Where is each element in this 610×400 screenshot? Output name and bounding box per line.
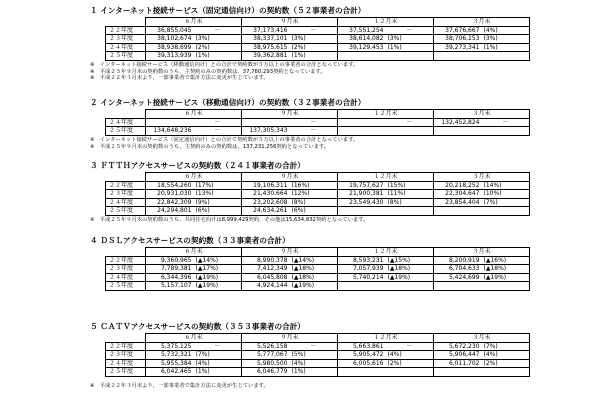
table-row xyxy=(106,256,530,265)
header-blank-cell xyxy=(106,334,146,343)
table-row xyxy=(106,273,530,282)
yoy-change: (13%) xyxy=(194,190,242,199)
period-header: １２月末 xyxy=(338,18,434,27)
subscription-count: 6,344,396 xyxy=(146,273,194,282)
table-row xyxy=(106,43,530,52)
yoy-change: (▲19%) xyxy=(194,282,242,291)
subscription-count: 5,663,861 xyxy=(338,342,386,351)
yoy-change: － xyxy=(194,127,242,136)
subscription-table xyxy=(105,109,530,136)
fiscal-year-label: ２５年度 xyxy=(106,207,146,216)
period-header: ３月末 xyxy=(434,173,530,182)
subscription-count: 20,931,030 xyxy=(146,190,194,199)
note-line: ※ 平成２５年９月末の契約数のうち，主契約のみの契約数は，137,231,256契約となっています。 xyxy=(90,143,329,150)
table-row xyxy=(106,351,530,360)
subscription-count: 19,106,311 xyxy=(242,181,290,190)
subscription-count: 8,593,231 xyxy=(338,256,386,265)
note-line: ※ 平成２２年３月末より，一部事業者で集計方法に変更が生じています。 xyxy=(90,383,269,389)
yoy-change xyxy=(386,207,434,216)
subscription-count: 38,614,082 xyxy=(338,35,386,44)
subscription-count xyxy=(242,118,290,127)
yoy-change: (2%) xyxy=(194,43,242,52)
subscription-count: 5,526,158 xyxy=(242,342,290,351)
yoy-change: (▲14%) xyxy=(194,256,242,265)
note-line: ※ 平成２２年３月末より，一部事業者で集計方法に変更が生じています。 xyxy=(90,75,269,81)
yoy-change: (▲18%) xyxy=(290,265,338,274)
subscription-count: 22,842,309 xyxy=(146,198,194,207)
subscription-count: 5,905,472 xyxy=(338,351,386,360)
section-title: ２ インターネット接続サービス（移動通信向け）の契約数（３２事業者の合計） xyxy=(90,98,366,107)
table-row xyxy=(106,359,530,368)
subscription-count: 38,337,101 xyxy=(242,35,290,44)
yoy-change: (1%) xyxy=(290,52,338,61)
subscription-count: 4,924,144 xyxy=(242,282,290,291)
yoy-change: (▲19%) xyxy=(386,273,434,282)
subscription-count: 5,424,699 xyxy=(434,273,482,282)
fiscal-year-label: ２５年度 xyxy=(106,282,146,291)
yoy-change xyxy=(386,127,434,136)
yoy-change: (3%) xyxy=(386,35,434,44)
period-header: ６月末 xyxy=(146,110,242,119)
subscription-count: 37,173,416 xyxy=(242,26,290,35)
subscription-count: 6,011,702 xyxy=(434,359,482,368)
subscription-table xyxy=(105,333,530,377)
subscription-count: 6,005,616 xyxy=(338,359,386,368)
yoy-change: (▲19%) xyxy=(194,273,242,282)
yoy-change: (3%) xyxy=(194,35,242,44)
yoy-change: (8%) xyxy=(290,198,338,207)
yoy-change: (▲18%) xyxy=(290,273,338,282)
yoy-change: (▲19%) xyxy=(290,282,338,291)
yoy-change: － xyxy=(290,342,338,351)
subscription-count: 24,634,261 xyxy=(242,207,290,216)
yoy-change: (▲14%) xyxy=(290,256,338,265)
subscription-count: 24,294,801 xyxy=(146,207,194,216)
subscription-count: 7,789,381 xyxy=(146,265,194,274)
subscription-count: 38,938,699 xyxy=(146,43,194,52)
header-blank-cell xyxy=(106,173,146,182)
yoy-change: (15%) xyxy=(386,181,434,190)
table-header-row xyxy=(106,173,530,182)
subscription-count xyxy=(434,207,482,216)
subscription-count: 37,551,254 xyxy=(338,26,386,35)
period-header: ３月末 xyxy=(434,248,530,257)
yoy-change: (7%) xyxy=(482,198,530,207)
period-header: ６月末 xyxy=(146,334,242,343)
fiscal-year-label: ２３年度 xyxy=(106,35,146,44)
yoy-change: － xyxy=(482,118,530,127)
subscription-count: 6,046,779 xyxy=(242,368,290,377)
subscription-count: 39,273,341 xyxy=(434,43,482,52)
section-notes xyxy=(90,383,269,390)
subscription-count xyxy=(338,368,386,377)
fiscal-year-label: ２２年度 xyxy=(106,181,146,190)
subscription-count: 38,102,674 xyxy=(146,35,194,44)
subscription-count: 8,990,378 xyxy=(242,256,290,265)
yoy-change: (16%) xyxy=(290,181,338,190)
yoy-change xyxy=(386,282,434,291)
yoy-change: (1%) xyxy=(194,368,242,377)
subscription-count: 137,305,343 xyxy=(242,127,290,136)
subscription-count: 6,704,633 xyxy=(434,265,482,274)
yoy-change: (2%) xyxy=(290,43,338,52)
subscription-count: 6,042,465 xyxy=(146,368,194,377)
yoy-change xyxy=(386,52,434,61)
yoy-change: (▲19%) xyxy=(482,273,530,282)
yoy-change xyxy=(482,368,530,377)
header-blank-cell xyxy=(106,18,146,27)
fiscal-year-label: ２４年度 xyxy=(106,198,146,207)
subscription-count: 22,304,647 xyxy=(434,190,482,199)
section-notes xyxy=(90,62,358,82)
subscription-count xyxy=(338,118,386,127)
yoy-change: (10%) xyxy=(482,190,530,199)
yoy-change: － xyxy=(194,118,242,127)
section-title: ４ ＤＳＬアクセスサービスの契約数（３３事業者の合計） xyxy=(90,236,290,245)
subscription-table xyxy=(105,172,530,216)
period-header: ６月末 xyxy=(146,18,242,27)
period-header: １２月末 xyxy=(338,334,434,343)
period-header: ９月末 xyxy=(242,173,338,182)
yoy-change: (7%) xyxy=(482,342,530,351)
subscription-count: 37,676,667 xyxy=(434,26,482,35)
yoy-change: － xyxy=(290,118,338,127)
yoy-change: － xyxy=(290,127,338,136)
subscription-count: 38,706,153 xyxy=(434,35,482,44)
yoy-change: (4%) xyxy=(482,26,530,35)
subscription-count: 18,554,260 xyxy=(146,181,194,190)
subscription-count: 5,157,107 xyxy=(146,282,194,291)
subscription-count xyxy=(338,207,386,216)
note-line: ※ 平成２５年９月末の契約数のうち，主契約のみの契約数は，37,760,293契約となっています。 xyxy=(90,68,326,75)
yoy-change: (11%) xyxy=(386,190,434,199)
subscription-count xyxy=(146,118,194,127)
subscription-count: 39,129,453 xyxy=(338,43,386,52)
note-line: ※ 平成２５年９月末の契約数のうち，共同住宅向けは8,999,429契約，その他は15,634,832契約となっています。 xyxy=(90,217,369,223)
period-header: ９月末 xyxy=(242,110,338,119)
subscription-count: 39,362,881 xyxy=(242,52,290,61)
fiscal-year-label: ２３年度 xyxy=(106,265,146,274)
subscription-count: 132,452,824 xyxy=(434,118,482,127)
subscription-count xyxy=(434,127,482,136)
subscription-count: 5,732,321 xyxy=(146,351,194,360)
yoy-change: － xyxy=(194,26,242,35)
header-blank-cell xyxy=(106,248,146,257)
subscription-count: 23,854,404 xyxy=(434,198,482,207)
yoy-change: － xyxy=(386,118,434,127)
period-header: ３月末 xyxy=(434,334,530,343)
subscription-count: 5,955,384 xyxy=(146,359,194,368)
yoy-change: (12%) xyxy=(290,190,338,199)
note-line: ※ インターネット接続サービス（移動通信向け）との合計で契約数が５万以上の事業者の合計となっています。 xyxy=(90,62,359,68)
subscription-count: 23,202,608 xyxy=(242,198,290,207)
yoy-change: (2%) xyxy=(386,359,434,368)
yoy-change xyxy=(482,127,530,136)
period-header: ９月末 xyxy=(242,248,338,257)
yoy-change: (5%) xyxy=(290,351,338,360)
fiscal-year-label: ２３年度 xyxy=(106,190,146,199)
subscription-count: 36,855,045 xyxy=(146,26,194,35)
subscription-count: 7,412,349 xyxy=(242,265,290,274)
table-row xyxy=(106,207,530,216)
period-header: １２月末 xyxy=(338,110,434,119)
table-row xyxy=(106,265,530,274)
period-header: １２月末 xyxy=(338,173,434,182)
subscription-count: 5,777,067 xyxy=(242,351,290,360)
table-row xyxy=(106,198,530,207)
section-title: １ インターネット接続サービス（固定通信向け）の契約数（５２事業者の合計） xyxy=(90,6,366,15)
table-row xyxy=(106,181,530,190)
yoy-change: － xyxy=(290,26,338,35)
table-header-row xyxy=(106,248,530,257)
table-header-row xyxy=(106,110,530,119)
table-row xyxy=(106,127,530,136)
subscription-count: 6,045,808 xyxy=(242,273,290,282)
subscription-count xyxy=(434,282,482,291)
fiscal-year-label: ２４年度 xyxy=(106,118,146,127)
subscription-count xyxy=(338,127,386,136)
yoy-change: (1%) xyxy=(290,368,338,377)
fiscal-year-label: ２４年度 xyxy=(106,359,146,368)
subscription-table xyxy=(105,247,530,291)
period-header: ６月末 xyxy=(146,248,242,257)
yoy-change: (4%) xyxy=(386,351,434,360)
subscription-count: 39,313,939 xyxy=(146,52,194,61)
yoy-change: (▲15%) xyxy=(386,256,434,265)
yoy-change: (1%) xyxy=(386,43,434,52)
yoy-change: (▲16%) xyxy=(482,256,530,265)
subscription-count xyxy=(338,52,386,61)
fiscal-year-label: ２４年度 xyxy=(106,43,146,52)
table-row xyxy=(106,368,530,377)
fiscal-year-label: ２５年度 xyxy=(106,368,146,377)
yoy-change: (▲18%) xyxy=(386,265,434,274)
fiscal-year-label: ２４年度 xyxy=(106,273,146,282)
fiscal-year-label: ２２年度 xyxy=(106,256,146,265)
table-row xyxy=(106,342,530,351)
subscription-count: 5,906,447 xyxy=(434,351,482,360)
subscription-count: 38,975,615 xyxy=(242,43,290,52)
header-blank-cell xyxy=(106,110,146,119)
period-header: ９月末 xyxy=(242,18,338,27)
subscription-table xyxy=(105,17,530,61)
yoy-change: (3%) xyxy=(482,35,530,44)
table-row xyxy=(106,35,530,44)
yoy-change: － xyxy=(386,26,434,35)
yoy-change: － xyxy=(386,342,434,351)
period-header: ３月末 xyxy=(434,110,530,119)
subscription-count: 7,057,939 xyxy=(338,265,386,274)
yoy-change: (14%) xyxy=(482,181,530,190)
yoy-change: (17%) xyxy=(194,181,242,190)
table-row xyxy=(106,118,530,127)
fiscal-year-label: ２３年度 xyxy=(106,351,146,360)
yoy-change: (▲18%) xyxy=(482,265,530,274)
subscription-count: 134,648,236 xyxy=(146,127,194,136)
period-header: ６月末 xyxy=(146,173,242,182)
table-row xyxy=(106,282,530,291)
yoy-change: － xyxy=(194,342,242,351)
fiscal-year-label: ２２年度 xyxy=(106,342,146,351)
subscription-count xyxy=(434,52,482,61)
period-header: ９月末 xyxy=(242,334,338,343)
subscription-count: 5,980,500 xyxy=(242,359,290,368)
section-notes xyxy=(90,217,368,224)
yoy-change: (9%) xyxy=(194,198,242,207)
yoy-change: (4%) xyxy=(194,359,242,368)
yoy-change: (4%) xyxy=(290,359,338,368)
yoy-change: (2%) xyxy=(482,359,530,368)
note-line: ※ インターネット接続サービス（固定通信向け）との合計で契約数が５万以上の事業者の合計となっています。 xyxy=(90,137,359,143)
period-header: ３月末 xyxy=(434,18,530,27)
yoy-change xyxy=(482,282,530,291)
subscription-count: 8,200,919 xyxy=(434,256,482,265)
subscription-count: 19,757,627 xyxy=(338,181,386,190)
yoy-change: (8%) xyxy=(386,198,434,207)
yoy-change: (▲17%) xyxy=(194,265,242,274)
yoy-change: (3%) xyxy=(290,35,338,44)
period-header: １２月末 xyxy=(338,248,434,257)
subscription-count xyxy=(434,368,482,377)
table-header-row xyxy=(106,18,530,27)
table-row xyxy=(106,190,530,199)
subscription-count: 20,218,252 xyxy=(434,181,482,190)
subscription-count: 21,430,664 xyxy=(242,190,290,199)
fiscal-year-label: ２５年度 xyxy=(106,127,146,136)
yoy-change: (7%) xyxy=(194,351,242,360)
yoy-change: (1%) xyxy=(194,52,242,61)
table-header-row xyxy=(106,334,530,343)
yoy-change xyxy=(482,52,530,61)
yoy-change: (4%) xyxy=(482,351,530,360)
subscription-count xyxy=(338,282,386,291)
section-notes xyxy=(90,137,358,150)
subscription-count: 5,672,230 xyxy=(434,342,482,351)
yoy-change xyxy=(386,368,434,377)
yoy-change: (1%) xyxy=(482,43,530,52)
subscription-count: 9,360,965 xyxy=(146,256,194,265)
table-row xyxy=(106,52,530,61)
section-title: ５ ＣＡＴＶアクセスサービスの契約数（３５３事業者の合計） xyxy=(90,322,305,331)
fiscal-year-label: ２５年度 xyxy=(106,52,146,61)
yoy-change: (6%) xyxy=(194,207,242,216)
subscription-count: 23,549,430 xyxy=(338,198,386,207)
subscription-count: 21,900,381 xyxy=(338,190,386,199)
section-title: ３ ＦＴＴＨアクセスサービスの契約数（２４１事業者の合計） xyxy=(90,161,305,170)
subscription-count: 5,740,214 xyxy=(338,273,386,282)
yoy-change xyxy=(482,207,530,216)
table-row xyxy=(106,26,530,35)
subscription-count: 5,375,125 xyxy=(146,342,194,351)
yoy-change: (6%) xyxy=(290,207,338,216)
fiscal-year-label: ２２年度 xyxy=(106,26,146,35)
